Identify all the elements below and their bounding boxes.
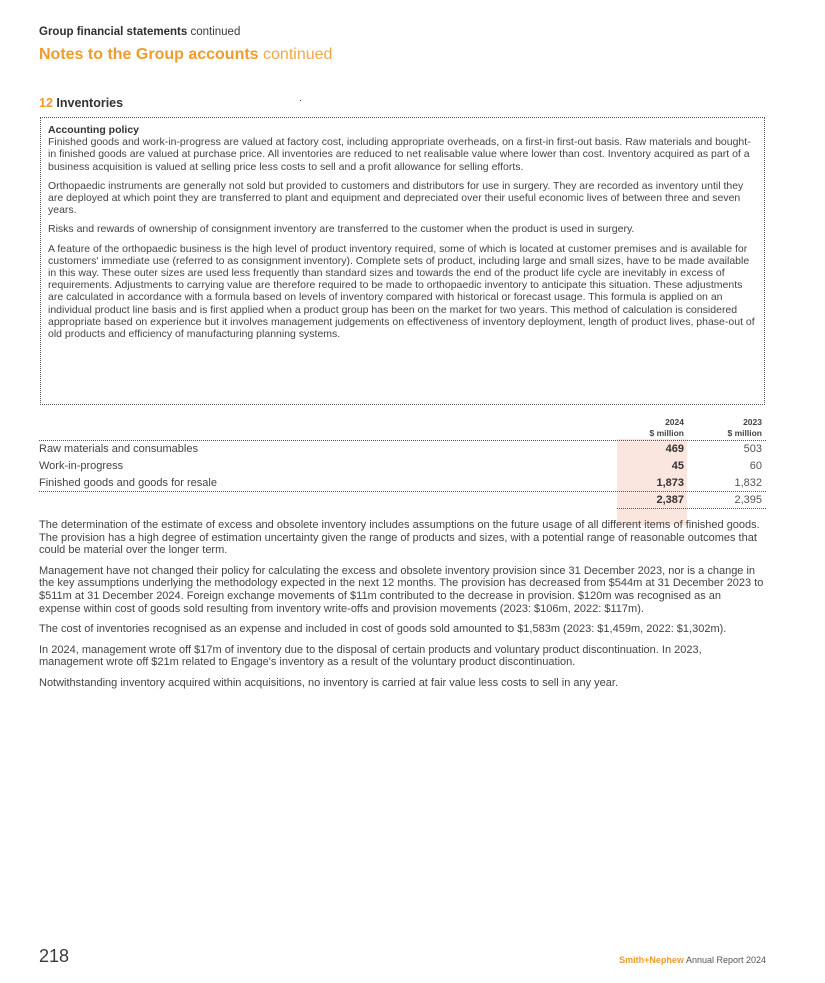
page-number: 218: [39, 946, 70, 966]
row-value-2023: 503: [743, 443, 762, 455]
policy-paragraph: A feature of the orthopaedic business is the high level of product inventory required, some of which is located at customer premises and is available for customers' immediate use (referred to as consignment inventory). Complete sets of product, including large and small sizes, have to be made available in this way. These outer sizes are used less frequently than standard sizes and towards the end of the product life cycle are inevitably in excess of requirements. Adjustments to carrying value are therefore required to be made to orthopaedic inventory to anticipate this situation. These adjustments are calculated in accordance with a formula based on levels of inventory compared with historical or forecast usage. This formula is applied on an individual product line basis and is first applied when a product group has been on the market for two years. This method of calculation is considered appropriate based on experience but it involves management judgements on effectiveness of inventory deployment, length of product lives, phase-out of old products and efficiency of manufacturing planning systems.: [48, 242, 755, 341]
body-paragraph: Notwithstanding inventory acquired within acquisitions, no inventory is carried at fair value less costs to sell in any year.: [39, 676, 619, 689]
table-total-row: [39, 492, 766, 509]
row-value-2023: 60: [749, 460, 762, 472]
page-title-continued: continued: [263, 46, 333, 63]
row-label: Raw materials and consumables: [39, 443, 198, 455]
column-header-2024: [614, 417, 684, 439]
brand-logo-text: Smith+Nephew: [619, 955, 684, 965]
page-title: [39, 46, 332, 64]
table-total-rule: [617, 508, 766, 509]
row-value-2024: 1,873: [656, 477, 684, 489]
section-number: 12: [39, 96, 53, 110]
table-row: [39, 458, 766, 475]
column-unit: $ million: [649, 428, 684, 438]
policy-paragraph: Orthopaedic instruments are generally not sold but provided to customers and distributors for use in surgery. They are recorded as inventory until they are deployed at which point they are transferred to plant and equipment and depreciated over their useful economic lives of between three and seven years.: [48, 179, 744, 217]
report-name: Annual Report 2024: [685, 955, 766, 965]
body-paragraph: In 2024, management wrote off $17m of inventory due to the disposal of certain products and voluntary product discontinuation. In 2023, management wrote off $21m related to Engage's inventory as a result of the voluntary product discontinuation.: [39, 643, 702, 669]
page-title-main: Notes to the Group accounts: [39, 46, 259, 63]
header-section-label: Group financial statements: [39, 26, 188, 38]
column-unit: $ million: [727, 428, 762, 438]
running-header: [39, 26, 240, 38]
header-continued: continued: [190, 26, 241, 38]
column-year: 2023: [743, 417, 762, 427]
row-label: Work-in-progress: [39, 460, 124, 472]
table-row: [39, 441, 766, 458]
footer-brand: [619, 955, 766, 965]
policy-heading: Accounting policy: [48, 124, 140, 136]
section-heading: [39, 96, 123, 110]
table-header: [39, 417, 766, 441]
row-value-2024: 469: [665, 443, 684, 455]
row-label: Finished goods and goods for resale: [39, 477, 217, 489]
row-value-2023: 1,832: [734, 477, 762, 489]
section-title: Inventories: [56, 96, 124, 110]
total-value-2024: 2,387: [656, 494, 684, 506]
column-year: 2024: [665, 417, 684, 427]
body-paragraph: The cost of inventories recognised as an expense and included in cost of goods sold amounted to $1,583m (2023: $1,459m, 2022: $1,302m).: [39, 623, 727, 636]
row-value-2024: 45: [671, 460, 684, 472]
body-paragraph: Management have not changed their policy for calculating the excess and obsolete inventory provision since 31 December 2023, nor is a change in the key assumptions underlying the methodology expected in the next 12 months. The provision has decreased from $544m at 31 December 2023 to $511m at 31 December 2024. Foreign exchange movements of $11m contributed to the decrease in provision. $120m was recognised as an expense within cost of goods sold resulting from inventory write-offs and provision movements (2023: $106m, 2022: $117m).: [39, 564, 764, 615]
accounting-policy-box: [40, 117, 765, 405]
body-paragraph: The determination of the estimate of excess and obsolete inventory includes assumptions on the future usage of all different items of finished goods. The provision has a high degree of estimation uncertainty given the range of products and sizes, with a potential range of reasonable outcomes that could be material over the longer term.: [39, 519, 760, 557]
policy-paragraph: Finished goods and work-in-progress are valued at factory cost, including appropriate overheads, on a first-in first-out basis. Raw materials and bought-in finished goods are valued at purchase price. All inventories are reduced to net realisable value where lower than cost. Inventory acquired as part of a business acquisition is valued at selling price less costs to sell and a profit allowance for selling efforts.: [48, 136, 751, 173]
notes-body: [39, 519, 765, 698]
stray-dot: [300, 100, 301, 101]
column-header-2023: [692, 417, 762, 439]
policy-paragraph: Risks and rewards of ownership of consignment inventory are transferred to the customer when the product is used in surgery.: [48, 223, 635, 236]
table-row: [39, 475, 766, 492]
total-value-2023: 2,395: [734, 494, 762, 506]
